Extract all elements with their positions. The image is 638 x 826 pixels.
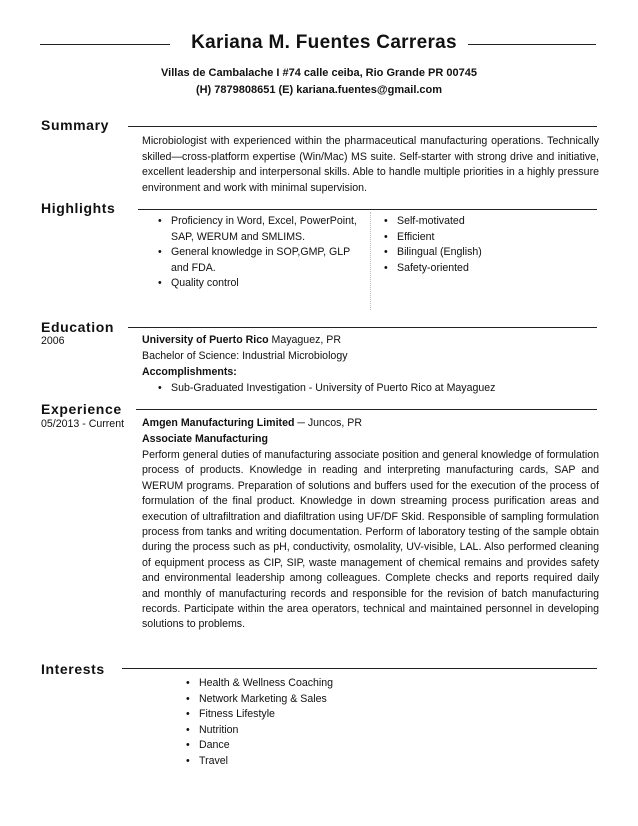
job-title: Associate Manufacturing [142,433,268,445]
list-item: • Proficiency in Word, Excel, PowerPoint, SAP, WERUM and SMLIMS. [154,214,368,245]
divider [468,44,596,45]
accomplishments-label: Accomplishments: [142,366,237,378]
experience-dates: 05/2013 - Current [41,418,125,430]
accomplishments-list [154,381,594,397]
education-school-line [142,333,341,349]
company-location: ─ Juncos, PR [294,417,362,429]
section-rule [136,409,597,410]
divider [40,44,170,45]
section-heading-education: Education [41,319,115,335]
experience-company-line [142,416,362,432]
list-item: • Bilingual (English) [380,245,580,261]
highlights-left-list [154,214,368,292]
section-rule [122,668,597,669]
education-year: 2006 [41,335,65,347]
section-heading-interests: Interests [41,661,105,677]
column-divider [370,212,371,310]
school-name: University of Puerto Rico [142,334,269,346]
contact-info: (H) 7879808651 (E) kariana.fuentes@gmail.com [195,84,443,96]
section-heading-highlights: Highlights [41,200,116,216]
summary-text: Microbiologist with experienced within the pharmaceutical manufacturing operations. Technically skilled—cross-platform expertise (Win/Mac) MS suite. Self-starter with strong drive and initiative, excellent leadership and interpersonal skills. Able to handle multiple priorities in a highly pressure environment and work with minimal supervision. [142,135,599,194]
highlights-right-list [380,214,580,276]
list-item: • Health & Wellness Coaching [182,676,482,692]
name-header [40,32,596,56]
section-rule [128,327,597,328]
list-item: • Network Marketing & Sales [182,692,482,708]
list-item: • Self-motivated [380,214,580,230]
degree: Bachelor of Science: Industrial Microbiology [142,350,348,362]
section-heading-experience: Experience [41,401,122,417]
list-item: • Travel [182,754,482,770]
section-heading-summary: Summary [41,117,110,133]
page-title: Kariana M. Fuentes Carreras [191,32,457,53]
address: Villas de Cambalache I #74 calle ceiba, Rio Grande PR 00745 [161,67,477,79]
experience-description: Perform general duties of manufacturing associate position and general knowledge of formulation process of products. Knowledge in reading and interpreting manufacturing cards, SAP and WERUM programs. Preparation of solutions and buffers used for the execution of the process of formulation of the final product. Knowledge in down streaming process purification areas and execution of ultrafiltration and diafiltration using UF/DF Skid. Responsible of sampling formulation process from tanks and writing documentation. Perform of laboratory testing of the sample obtain during the process such as pH, conductivity, osmolality, UV-visible, LAL. Also performed cleaning of equipment process as CIP, SIP, waste management of chemical remains and provides safety and environmental leadership among colleagues. Complete checks and reports required daily and monthly of manufacturing records and responsible for the revision of batch manufacturing records. Participate within the area operators, technical and maintained personnel in developing solutions to problems. [142,449,599,631]
list-item: • Sub-Graduated Investigation - University of Puerto Rico at Mayaguez [154,381,594,397]
list-item: • Dance [182,738,482,754]
school-location: Mayaguez, PR [268,334,341,346]
company-name: Amgen Manufacturing Limited [142,417,295,429]
interests-list [182,676,482,770]
list-item: • Efficient [380,230,580,246]
list-item: • Quality control [154,276,368,292]
list-item: • Safety-oriented [380,261,580,277]
section-rule [138,209,597,210]
list-item: • Nutrition [182,723,482,739]
list-item: • Fitness Lifestyle [182,707,482,723]
list-item: • General knowledge in SOP,GMP, GLP and FDA. [154,245,368,276]
section-rule [128,126,597,127]
